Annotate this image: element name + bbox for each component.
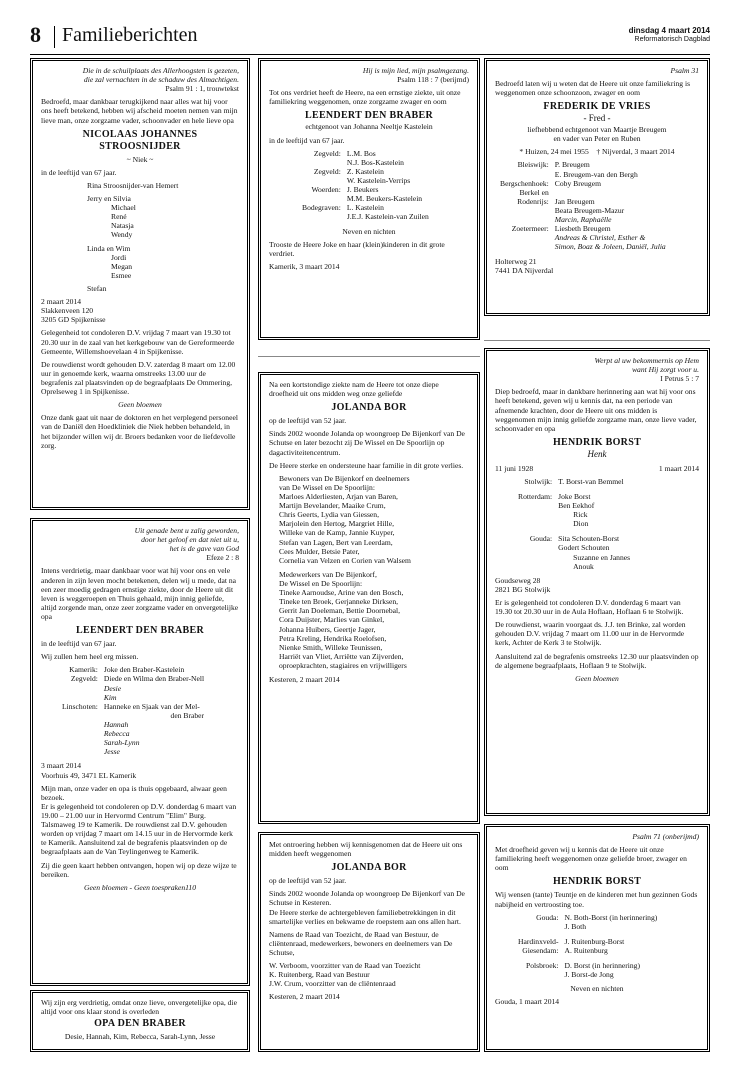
spouse-text: liefhebbend echtgenoot van Maartje Breugem — [527, 125, 667, 135]
address-line: 7441 DA Nijverdal — [495, 265, 554, 275]
family-member: Liesbeth Breugem — [554, 224, 611, 234]
deceased-name: FREDERIK DE VRIES — [543, 101, 651, 113]
list-line: Nienke Smith, Willeke Teunissen, — [279, 642, 383, 652]
deceased-name: JOLANDA BOR — [331, 862, 407, 874]
family-place: Zoetermeer: — [511, 224, 549, 234]
list-line: Martijn Bevelander, Maaike Crum, — [279, 501, 386, 511]
notice-date: 2 maart 2014 — [41, 297, 82, 307]
family-member: Suzanne en Jannes — [573, 552, 631, 562]
deceased-name: OPA DEN BRABER — [94, 1018, 186, 1030]
list-line: Tineke Aarnoudse, Arine van den Bosch, — [279, 588, 404, 598]
family-line: Jordi — [111, 252, 127, 262]
family-member: Godert Schouten — [558, 543, 610, 553]
family-member: Sarah-Lynn — [103, 738, 140, 748]
grandchildren: Desie, Hannah, Kim, Rebecca, Sarah-Lynn, Jesse — [64, 1032, 216, 1042]
place-date: Kesteren, 2 maart 2014 — [269, 992, 340, 1002]
list-line: oproepkrachten, stagiaires en vrijwilligers — [279, 660, 407, 670]
deceased-name: NICOLAAS JOHANNES — [82, 128, 198, 140]
list-line: Willeke van de Kamp, Jannie Kuyper, — [279, 528, 395, 538]
family-member: Anouk — [573, 561, 594, 571]
life-dates — [495, 147, 699, 156]
page-header — [30, 24, 710, 50]
family-member: P. Breugem — [554, 160, 590, 170]
deceased-name: HENDRIK BORST — [552, 876, 642, 888]
age-text: op de leeftijd van 52 jaar. — [269, 876, 347, 886]
family-place: Woerden: — [311, 185, 341, 195]
family-list — [515, 477, 633, 571]
family-place: Giesendam: — [522, 945, 559, 955]
family-member: J. Both — [564, 921, 587, 931]
life-dates — [495, 464, 699, 473]
motto-line: Uit genade bent u zalig geworden, — [134, 526, 239, 535]
family-list — [59, 665, 207, 756]
place-date: Gouda, 1 maart 2014 — [495, 997, 560, 1007]
family-line: Natasja — [111, 221, 134, 231]
scripture-ref: Psalm 31 — [670, 66, 699, 75]
scripture-ref: Psalm 71 (onberijmd) — [632, 832, 699, 841]
family-member: Simon, Boaz & Joleen, Daniël, Julia — [554, 242, 666, 252]
family-member: L.M. Bos — [346, 148, 376, 158]
family-member: N. Both-Borst (in herinnering) — [564, 912, 658, 922]
birth-date: * Huizen, 24 mei 1955 — [519, 147, 589, 157]
body-text: Sinds 2002 woonde Jolanda op woongroep De Bijenkorf van De Schutse en later bezocht zij De Wissel en De Spoorlijn op dagactiviteitencentrum. — [269, 429, 465, 457]
scripture-ref: Psalm 118 : 7 (berijmd) — [397, 75, 469, 85]
notice-jolanda-bor-schutse — [258, 832, 480, 1052]
widow-name: Rina Stroosnijder-van Hemert — [87, 180, 179, 190]
notice-date: 3 maart 2014 — [41, 761, 82, 771]
death-date: 1 maart 2014 — [658, 463, 699, 473]
header-rule — [30, 54, 710, 55]
deceased-name: LEENDERT DEN BRABER — [305, 110, 433, 122]
family-place: Bleiswijk: — [517, 160, 549, 170]
service-text: De rouwdienst, waarin voorgaat ds. J.J. ten Brinke, zal worden gehouden D.V. vrijdag 7 maart om 11.00 uur in de Hervormde kerk, Achter de Kerk 3 te Stolwijk. — [495, 620, 686, 648]
death-date: † Nijverdal, 3 maart 2014 — [596, 147, 675, 157]
body-text: De Heere sterke de achtergebleven familiebetrekkingen in dit smartelijke verlies en bekwame de roepstem aan ons allen hart. — [269, 907, 461, 926]
family-place: Bodegraven: — [302, 203, 341, 213]
list-line: Harriët van Vliet, Arriëtte van Zijverden, — [279, 651, 404, 661]
family-list — [497, 160, 669, 251]
list-line: Gerrit Jan Doeleman, Bettie Doornebal, — [279, 606, 401, 616]
list-line: Petra Kreling, Hendrika Roelofsen, — [279, 633, 387, 643]
family-place: Kamerik: — [69, 665, 98, 675]
family-place: Rotterdam: — [518, 491, 553, 501]
address-line: 3205 GD Spijkenisse — [41, 315, 106, 325]
motto-line: Hij is mijn lied, mijn psalmgezang. — [362, 66, 469, 75]
family-place: Stolwijk: — [524, 476, 553, 486]
family-member: Hanneke en Sjaak van der Mel- — [103, 701, 200, 711]
list-line: Cornelia van Velzen en Corien van Walsem — [279, 555, 411, 565]
family-line: Megan — [111, 261, 133, 271]
scripture-ref: I Petrus 5 : 7 — [660, 374, 699, 384]
notice-intro: Met droefheid geven wij u kennis dat de Heere uit onze familiekring heeft weggenomen onze geliefde broer, zwager en oom — [495, 845, 687, 873]
motto-line: door het geloof en dat niet uit u, — [141, 535, 239, 545]
notice-stroosnijder — [30, 58, 250, 510]
page-number: 8 — [30, 22, 41, 47]
family-place: Zegveld: — [313, 166, 341, 176]
family-member: Jan Breugem — [554, 196, 595, 206]
nickname: - Fred - — [583, 113, 611, 124]
motto-line: Werpt al uw bekommernis op Hem — [594, 356, 699, 365]
notice-jolanda-bor-group — [258, 372, 480, 824]
family-member: Dion — [573, 519, 589, 529]
family-member: J. Beukers — [346, 185, 379, 195]
address-line: Holterweg 21 — [495, 256, 537, 266]
place-date: Kesteren, 2 maart 2014 — [269, 675, 340, 685]
body-text: Wij wensen (tante) Teuntje en de kinderen met hun gezinnen Gods nabijheid en vertroosting toe. — [495, 890, 698, 909]
family-member: W. Kastelein-Verrips — [346, 175, 411, 185]
flowers-note: Geen bloemen — [118, 400, 162, 410]
family-member: Rebecca — [103, 729, 130, 739]
address-line: Voorhuis 49, 3471 EL Kamerik — [41, 770, 137, 780]
family-member: A. Ruitenburg — [564, 945, 608, 955]
place-date: Kamerik, 3 maart 2014 — [269, 261, 340, 271]
staff-list — [269, 570, 469, 670]
family-member: Jesse — [103, 747, 120, 757]
family-member: T. Borst-van Bemmel — [558, 476, 624, 486]
motto-line: die zal vernachten in de schaduw des Almachtigen. — [83, 75, 239, 85]
family-member: Andreas & Christel, Esther & — [554, 233, 646, 243]
family-member: J.E.J. Kastelein-van Zuilen — [346, 212, 429, 222]
notice-intro: Bedroefd laten wij u weten dat de Heere uit onze familiekring is weggenomen onze schoonzoon, zwager en oom — [495, 79, 691, 98]
age-text: in de leeftijd van 67 jaar. — [269, 135, 345, 145]
age-text: op de leeftijd van 52 jaar. — [269, 416, 347, 426]
family-line: Stefan — [87, 283, 107, 293]
spouse-text: en vader van Peter en Ruben — [553, 134, 641, 144]
deceased-name: LEENDERT DEN BRABER — [76, 625, 204, 637]
family-member: Coby Breugem — [554, 178, 601, 188]
list-line: Bewoners van De Bijenkorf en deelnemers — [279, 473, 410, 483]
family-member: Marcin, Raphaëlle — [554, 215, 612, 225]
header-divider — [54, 26, 55, 48]
nickname: ~ Niek ~ — [126, 154, 154, 164]
age-text: in de leeftijd van 67 jaar. — [41, 167, 117, 177]
family-place: Polsbroek: — [526, 961, 559, 971]
family-member: Kim — [103, 692, 117, 702]
family-member: Ben Eekhof — [558, 501, 595, 510]
list-line: Chris Geerts, Lydia van Giessen, — [279, 510, 379, 520]
family-place: Zegveld: — [70, 674, 98, 684]
home-text: Mijn man, onze vader en opa is thuis opgebaard, alwaar geen bezoek. — [41, 783, 227, 802]
nephews-text: Neven en nichten — [570, 984, 624, 994]
list-line: Marloes Alderliesten, Arjan van Baren, — [279, 491, 398, 501]
list-line: Cees Mulder, Betsie Pater, — [279, 546, 360, 556]
address-line: Slakkenveen 120 — [41, 306, 94, 316]
family-place: Bergschenhoek: — [500, 178, 549, 188]
nickname: Henk — [587, 448, 607, 459]
motto-line: Die in de schuilplaats des Allerhoogsten is gezeten, — [82, 66, 239, 75]
birth-date: 11 juni 1928 — [495, 463, 534, 473]
list-line: Medewerkers van De Bijenkorf, — [279, 569, 377, 579]
deceased-name: JOLANDA BOR — [331, 402, 407, 414]
address-line: Goudseweg 28 — [495, 575, 541, 585]
nephews-text: Neven en nichten — [342, 226, 396, 236]
notice-intro: Bedroefd, maar dankbaar terugkijkend naar alles wat hij voor ons heeft betekend, hebben wij afscheid moeten nemen van mijn lieve man, onze zorgzame vader, schoonvader en hele lieve opa — [41, 97, 238, 125]
signer: W. Verboom, voorzitter van de Raad van Toezicht — [269, 961, 421, 971]
body-text: De Heere sterke en ondersteune haar familie in dit grote verlies. — [269, 460, 464, 470]
family-member: Diede en Wilma den Braber-Nell — [103, 674, 205, 684]
notice-opa-den-braber — [30, 990, 250, 1052]
condolence-text: Er is gelegenheid tot condoleren D.V. donderdag 6 maart van 19.30 tot 20.30 uur in de Aula Hoflaan, Hoflaan 6 te Stolwijk. — [495, 597, 684, 617]
family-place: Berkel en — [519, 187, 549, 197]
deceased-name: HENDRIK BORST — [552, 436, 642, 448]
notice-intro: Na een kortstondige ziekte nam de Heere tot onze diepe droefheid uit ons midden weg onze geliefde — [269, 380, 439, 399]
family-member: Hannah — [103, 719, 129, 729]
family-line: Michael — [111, 203, 136, 213]
issue-date: dinsdag 4 maart 2014 — [628, 26, 710, 35]
family-member: M.M. Beukers-Kastelein — [346, 194, 423, 204]
thanks-text: Onze dank gaat uit naar de doktoren en het verplegend personeel van de Daniël den Hoedkliniek die Niek hebben behandeld, in het bijzonder willen wij dr. Broers bedanken voor de liefdevolle zorg. — [41, 413, 238, 450]
notice-den-braber-kastelein — [258, 58, 480, 340]
list-line: Johanna Huibers, Geertje Jager, — [279, 624, 376, 634]
list-line: Tineke ten Broek, Gerjanneke Dirksen, — [279, 597, 399, 607]
residents-list — [269, 474, 469, 565]
body-text: Namens de Raad van Toezicht, de Raad van Bestuur, de cliëntenraad, medewerkers, bewoners en deelnemers van De Schutse, — [269, 929, 453, 957]
family-place: Linschoten: — [62, 701, 98, 711]
signer: J.W. Crum, voorzitter van de cliëntenraad — [269, 979, 396, 989]
scripture-ref: Psalm 91 : 1, trouwtekst — [165, 84, 239, 94]
section-title: Familieberichten — [62, 24, 198, 46]
list-line: Cora Duijster, Marlies van Ginkel, — [279, 615, 385, 625]
signer: K. Ruitenberg, Raad van Bestuur — [269, 970, 370, 980]
motto-line: het is de gave van God — [169, 544, 239, 554]
column-divider — [484, 340, 710, 341]
spouse-text: echtgenoot van Johanna Neeltje Kastelein — [305, 122, 433, 132]
family-line: René — [111, 212, 127, 222]
family-line: Wendy — [111, 230, 133, 240]
family-place: Gouda: — [536, 912, 559, 922]
list-line: Marjolein den Hertog, Margriet Hille, — [279, 519, 394, 529]
family-member: Z. Kastelein — [346, 166, 384, 176]
notice-hendrik-borst-siblings — [484, 824, 710, 1052]
family-member: Joke Borst — [558, 491, 591, 501]
funeral-text: De rouwdienst wordt gehouden D.V. zaterdag 8 maart om 12.00 uur in genoemde kerk, waarna omstreeks 13.00 uur de begrafenis zal plaatsvinden op de begraafplaats De Ommering, Oprelseweg 1 in Spijkenisse. — [41, 359, 236, 397]
notice-hendrik-borst-family — [484, 348, 710, 816]
notice-intro: Diep bedroefd, maar in dankbare herinnering aan wat hij voor ons heeft betekend, geven wij u kennis dat, na een periode van afnemende krachten, door de Heere uit ons midden is weggenomen mijn innig geliefde zorgzame man, onze lieve vader, schoonvader en opa — [495, 387, 697, 433]
comfort-text: Trooste de Heere Joke en haar (klein)kinderen in dit grote verdriet. — [269, 239, 445, 258]
family-member: den Braber — [170, 710, 205, 720]
family-line: Jerry en Silvia — [87, 193, 131, 203]
family-member: D. Borst (in herinnering) — [564, 961, 640, 971]
notice-intro: Wij zijn erg verdrietig, omdat onze lieve, onvergetelijke opa, die altijd voor ons klaar stond is overleden — [41, 998, 237, 1017]
address-line: 2821 BG Stolwijk — [495, 584, 551, 594]
miss-text: Wij zullen hem heel erg missen. — [41, 652, 139, 662]
family-member: J. Borst-de Jong — [564, 970, 614, 980]
condolence-text: Gelegenheid tot condoleren D.V. vrijdag 7 maart van 19.30 tot 20.30 uur in de zaal van het kerkgebouw van de Gereformeerde Gemeente, Willemshoevelaan 4 in Spijkenisse. — [41, 328, 235, 356]
family-member: Beata Breugem-Mazur — [554, 206, 625, 215]
age-text: in de leeftijd van 67 jaar. — [41, 639, 117, 649]
motto-line: want Hij zorgt voor u. — [631, 365, 699, 375]
card-note: Zij die geen kaart hebben ontvangen, hopen wij op deze wijze te bereiken. — [41, 860, 237, 879]
burial-text: Aansluitend zal de begrafenis omstreeks 12.30 uur plaatsvinden op de algemene begraafplaats, Hoflaan 9 te Stolwijk. — [495, 651, 699, 670]
condolence-text: Er is gelegenheid tot condoleren op D.V. donderdag 6 maart van 19.00 – 21.00 uur in Hervormd Centrum "Elim" Burg. Talsmaweg 19 te Kamerik. De rouwdienst zal D.V. gehouden worden op vrijdag 7 maart om 14.15 uur in de Hervormde kerk te Kamerik. Aansluitend zal de begrafenis plaatsvinden op de begraafplaats aan de Van Teylingenweg te Kamerik. — [41, 801, 237, 857]
flowers-note: Geen bloemen — [575, 673, 619, 683]
scripture-ref: Efeze 2 : 8 — [206, 553, 239, 563]
family-line: Linda en Wim — [87, 243, 131, 253]
notice-intro: Tot ons verdriet heeft de Heere, na een ernstige ziekte, uit onze familiekring weggenomen, onze zorgzame zwager en oom — [269, 88, 461, 107]
newspaper-name: Reformatorisch Dagblad — [634, 36, 710, 43]
list-line: Stefan van Lagen, Bert van Leerdam, — [279, 537, 393, 547]
notice-den-braber-family — [30, 518, 250, 986]
family-member: Desie — [103, 683, 122, 693]
family-line: Esmee — [111, 270, 132, 280]
family-list — [299, 149, 432, 222]
family-member: Sita Schouten-Borst — [558, 534, 620, 544]
column-divider — [258, 356, 480, 357]
body-text: Sinds 2002 woonde Jolanda op woongroep De Bijenkorf van De Schutse in Kesteren. — [269, 889, 465, 908]
family-place: Zegveld: — [313, 148, 341, 158]
family-list — [515, 913, 660, 980]
flowers-note: Geen bloemen - Geen toespraken110 — [83, 882, 197, 892]
family-member: Joke den Braber-Kastelein — [103, 665, 185, 675]
list-line: van De Wissel en De Spoorlijn: — [279, 482, 375, 492]
family-member: E. Breugem-van den Bergh — [554, 169, 638, 179]
family-place: Hardinxveld- — [518, 936, 559, 946]
list-line: De Wissel en De Spoorlijn: — [279, 578, 363, 588]
notice-intro: Intens verdrietig, maar dankbaar voor wat hij voor ons en vele anderen in zijn leven mocht betekenen, delen wij u mede, dat na een zeer moedig gedragen ernstige ziekte, door de Heere uit dit leven is weggeroepen en Thuis gehaald, mijn innig geliefde, altijd zorgende man, onze zeer zorgzame vader en onvergetelijke opa — [41, 566, 239, 621]
family-member: L. Kastelein — [346, 203, 384, 213]
family-member: J. Ruitenburg-Borst — [564, 936, 625, 946]
notice-intro: Met ontroering hebben wij kennisgenomen dat de Heere uit ons midden heeft weggenomen — [269, 840, 463, 859]
family-member: N.J. Bos-Kastelein — [346, 157, 404, 167]
family-place: Rodenrijs: — [517, 196, 549, 206]
deceased-name: STROOSNIJDER — [99, 140, 181, 152]
family-place: Gouda: — [529, 534, 553, 544]
family-member: Rick — [573, 510, 588, 520]
notice-de-vries — [484, 58, 710, 316]
